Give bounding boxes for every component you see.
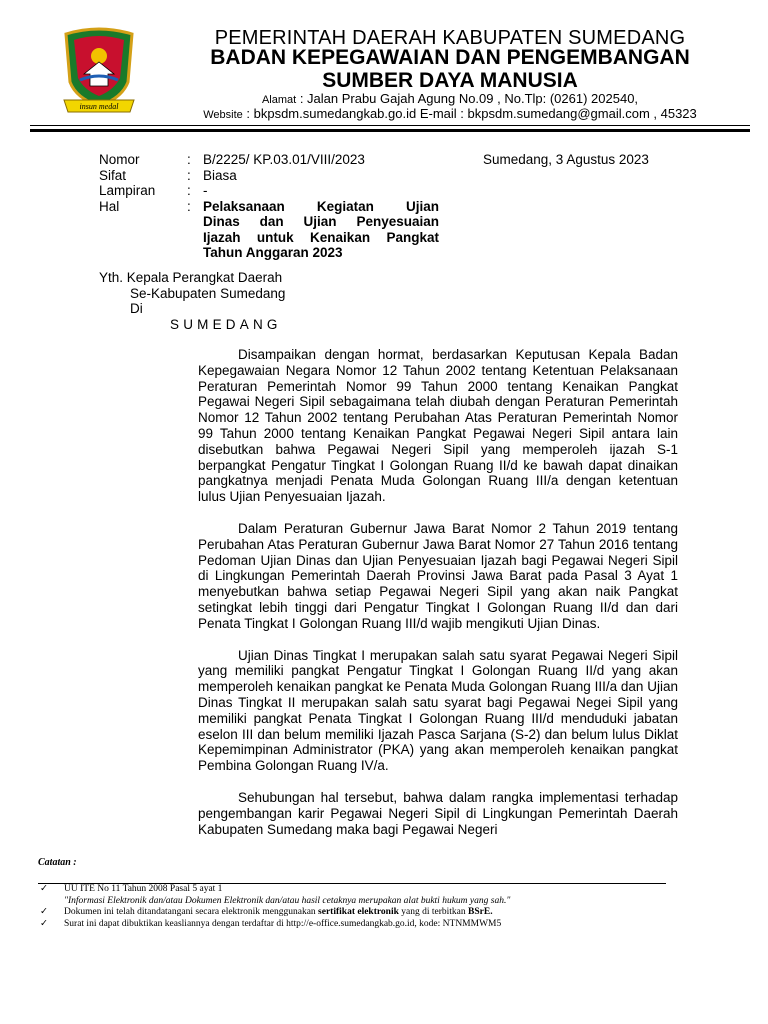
check-icon: ✓ (40, 884, 48, 894)
government-name: PEMERINTAH DAERAH KABUPATEN SUMEDANG (214, 27, 686, 49)
hal-subject (203, 199, 439, 261)
footer-note-2-certificate: sertifikat elektronik (318, 907, 399, 917)
letter-metadata (99, 152, 439, 261)
colon: : (187, 198, 191, 214)
hal-row (99, 199, 439, 261)
footer-note-2-bsre: BSrE. (468, 907, 493, 917)
letter-date: Sumedang, 3 Agustus 2023 (483, 152, 649, 167)
address-label: Alamat (261, 94, 297, 106)
footer-note-2 (40, 907, 510, 919)
footer-note-1 (40, 884, 510, 896)
nomor-row (99, 152, 439, 168)
footer-note-2-pre: Dokumen ini telah ditandatangani secara elektronik menggunakan (64, 907, 319, 917)
footer-note-1-text: UU ITE No 11 Tahun 2008 Pasal 5 ayat 1 (64, 884, 223, 894)
body-paragraph-2: Dalam Peraturan Gubernur Jawa Barat Nomor 2 Tahun 2019 tentang Perubahan Atas Peraturan Gubernur Jawa Barat Nomor 27 Tahun 2016 tentang Pedoman Ujian Dinas dan Ujian Penyesuaian Ijazah bagi Pegawai Negeri Sipil di Lingkungan Pemerintah Daerah Provinsi Jawa Barat pada Pasal 3 Ayat 1 menyebutkan bahwa setiap Pegawai Negeri Sipil yang akan naik Pangkat setingkat lebih tinggi dari Pengatur Tingkat I Golongan Ruang II/d dan dari Penata Tingkat I Golongan Ruang III/d wajib mengikuti Ujian Dinas. (198, 520, 678, 631)
letterhead-rule-thin (30, 125, 750, 126)
body-paragraph-4: Sehubungan hal tersebut, bahwa dalam rangka implementasi terhadap pengembangan karir Pegawai Negeri Sipil di Lingkungan Pemerintah Daerah Kabupaten Sumedang maka bagi Pegawai Negeri (198, 789, 678, 837)
footer-catatan-label: Catatan : (38, 857, 77, 868)
hal-label: Hal (99, 198, 120, 214)
lampiran-row (99, 183, 439, 199)
sifat-label: Sifat (99, 167, 127, 183)
nomor-label: Nomor (99, 152, 140, 167)
website-label: Website (203, 109, 243, 121)
footer-note-2-text (64, 907, 493, 919)
nomor-value: B/2225/ KP.03.01/VIII/2023 (203, 152, 365, 167)
body-paragraph-3: Ujian Dinas Tingkat I merupakan salah satu syarat Pegawai Negeri Sipil yang memiliki pangkat Pengatur Tingkat I Golongan Ruang II/d yang akan memperoleh kenaikan pangkat ke Penata Muda Golongan Ruang III/a dan Ujian Dinas Tingkat II merupakan salah satu syarat bagi Pegawai Negei Sipil yang memiliki pangkat Penata Tingkat I Golongan Ruang III/d menduduki jabatan eselon III dan belum memiliki Ijazah Pasca Sarjana (S-2) dan belum lulus Diklat Kepemimpinan Administrator (PKA) yang akan memperoleh kenaikan pangkat Pembina Golongan Ruang IV/a. (198, 647, 678, 774)
check-icon: ✓ (40, 907, 48, 917)
footer-notes (40, 884, 510, 930)
footer-note-3-text: Surat ini dapat dibuktikan keasliannya dengan terdaftar di http://e-office.sumedangkab.go.id, kode: NTNMMWM5 (64, 918, 502, 929)
agency-name-line1: BADAN KEPEGAWAIAN DAN PENGEMBANGAN (210, 46, 690, 69)
sifat-row (99, 168, 439, 184)
check-icon: ✓ (40, 918, 48, 929)
address-value: : Jalan Prabu Gajah Agung No.09 , No.Tlp: (0261) 202540, (299, 91, 639, 106)
addressee-line2: Se-Kabupaten Sumedang (130, 286, 286, 301)
agency-name-line2: SUMBER DAYA MANUSIA (322, 69, 578, 92)
body-paragraph-1: Disampaikan dengan hormat, berdasarkan Keputusan Kepala Badan Kepegawaian Negara Nomor 12 Tahun 2002 tentang Ketentuan Pelaksanaan Peraturan Pemerintah Nomor 99 Tahun 2000 tentang Kenaikan Pangkat Pegawai Negeri Sipil sebagaimana telah diubah dengan Peraturan Pemerintah Nomor 12 Tahun 2002 tentang Perubahan Atas Peraturan Pemerintah Nomor 99 Tahun 2000 tentang Kenaikan Pangkat Pegawai Negeri Sipil antara lain disebutkan bahwa Pegawai Negeri Sipil yang memperoleh ijazah S-1 berpangkat Pengatur Tingkat I Golongan Ruang II/d ke bawah dapat dinaikan pangkatnya menjadi Penata Muda Golongan Ruang III/a dengan ketentuan lulus Ujian Penyesuaian Ijazah. (198, 347, 678, 505)
hal-line4: Tahun Anggaran 2023 (203, 245, 343, 260)
footer-note-2-mid: yang di terbitkan (398, 907, 469, 917)
addressee-city: SUMEDANG (170, 317, 282, 332)
letterhead-rule-thick (30, 129, 750, 132)
website-value: : bkpsdm.sumedangkab.go.id E-mail : bkpsdm.sumedang@gmail.com , 45323 (246, 106, 697, 121)
sumedang-regency-logo (62, 26, 136, 118)
lampiran-label: Lampiran (99, 183, 156, 198)
agency-contact (140, 106, 760, 121)
colon: : (187, 183, 191, 198)
sifat-value: Biasa (203, 167, 237, 183)
logo-motto: insun medal (79, 102, 119, 111)
lampiran-value: - (203, 183, 208, 198)
hal-line3: Ijazah untuk Kenaikan Pangkat (203, 229, 439, 245)
hal-line1: Pelaksanaan Kegiatan Ujian (203, 198, 439, 214)
addressee-line1: Yth. Kepala Perangkat Daerah (99, 270, 283, 285)
footer-note-3 (40, 919, 510, 931)
colon: : (187, 167, 191, 183)
addressee-line3: Di (130, 301, 143, 316)
letter-body (198, 347, 678, 853)
colon: : (187, 152, 191, 167)
agency-address (140, 91, 760, 106)
hal-line2: Dinas dan Ujian Penyesuaian (203, 214, 439, 229)
footer-note-1-quote: "Informasi Elektronik dan/atau Dokumen Elektronik dan/atau hasil cetaknya merupakan alat bukti hukum yang sah." (64, 895, 511, 906)
